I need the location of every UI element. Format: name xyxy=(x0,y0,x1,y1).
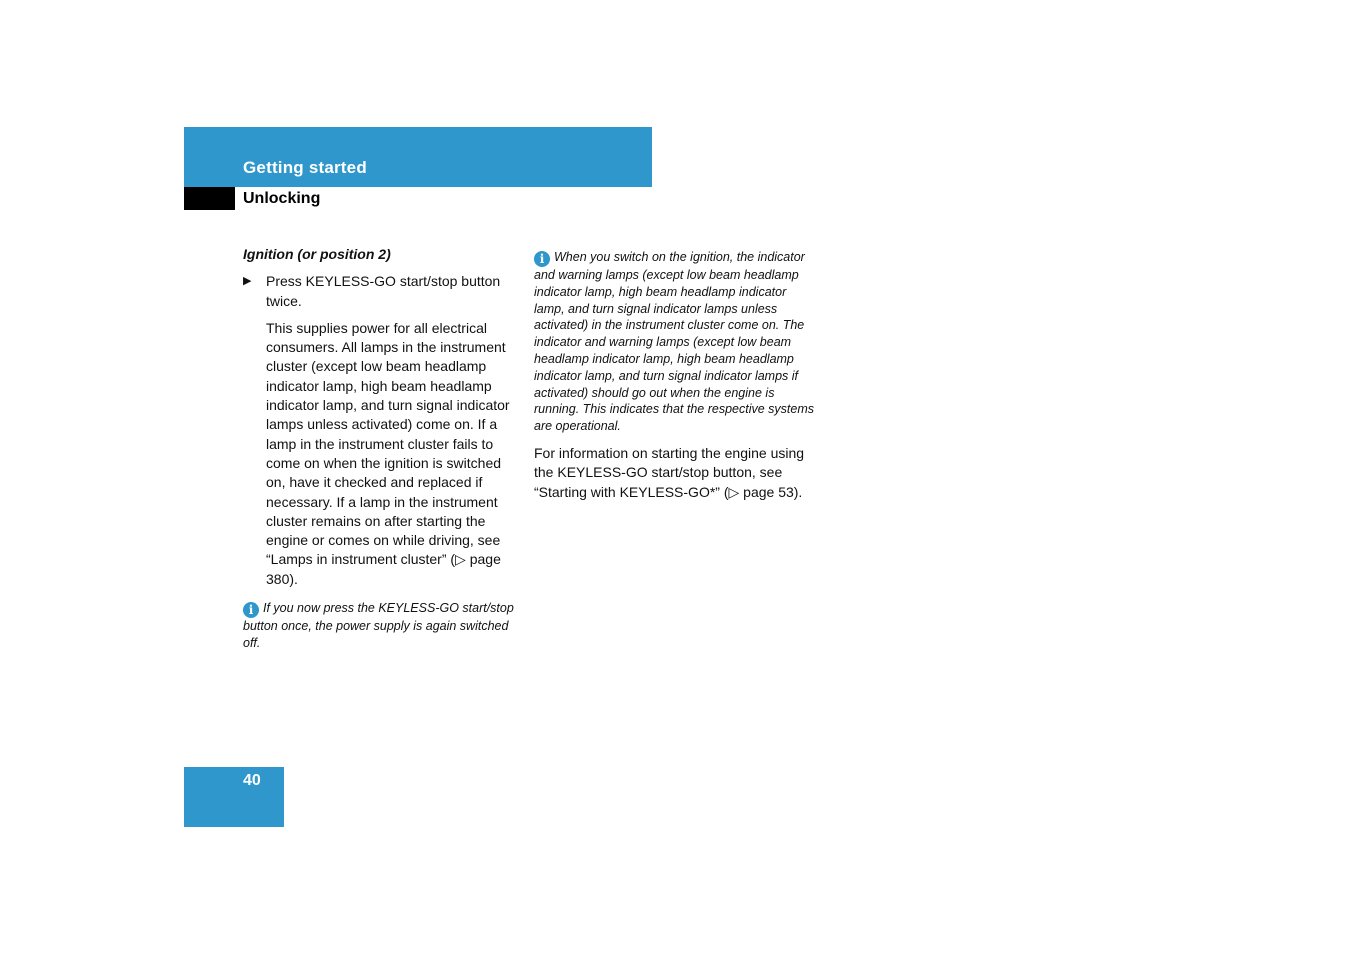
info-icon: i xyxy=(243,602,259,618)
step-instruction xyxy=(243,272,523,311)
step-text: Press KEYLESS-GO start/stop button twice. xyxy=(266,273,501,309)
starting-engine-reference: For information on starting the engine using the KEYLESS-GO start/stop button, see “Starting with KEYLESS-GO*” (▷ page 53). xyxy=(534,444,805,500)
ignition-description: This supplies power for all electrical consumers. All lamps in the instrument cluster (except low beam headlamp indicator lamp, high beam headlamp indicator lamp, and turn signal indicator lamps unless activated) come on. If a lamp in the instrument cluster fails to come on when the ignition is switched on, have it checked and replaced if necessary. If a lamp in the instrument cluster remains on after starting the engine or comes on while driving, see “Lamps in instrument cluster” (▷ page 380). xyxy=(266,319,510,587)
power-off-note-text: If you now press the KEYLESS-GO start/stop button once, the power supply is again switched off. xyxy=(243,601,514,650)
page-number: 40 xyxy=(243,772,261,789)
right-column xyxy=(534,249,814,502)
left-column xyxy=(243,245,523,652)
subsection-title: Unlocking xyxy=(243,190,321,207)
header-band xyxy=(184,127,652,187)
step-arrow-icon: ▶ xyxy=(243,275,252,288)
info-icon: i xyxy=(534,251,550,267)
indicator-lamps-note xyxy=(534,249,814,435)
indicator-lamps-note-text: When you switch on the ignition, the indicator and warning lamps (except low beam headlamp indicator lamp, high beam headlamp indicator lamp, and turn signal indicator lamps unless activated) in the instrument cluster come on. The indicator and warning lamps (except low beam headlamp indicator lamp, high beam headlamp indicator lamp, and turn signal indicator lamps if activated) should go out when the engine is running. This indicates that the respective systems are operational. xyxy=(534,250,814,434)
power-off-note xyxy=(243,600,523,652)
ignition-heading: Ignition (or position 2) xyxy=(243,246,391,262)
section-title: Getting started xyxy=(243,158,367,177)
section-marker xyxy=(184,187,235,210)
page-number-box xyxy=(184,767,284,827)
